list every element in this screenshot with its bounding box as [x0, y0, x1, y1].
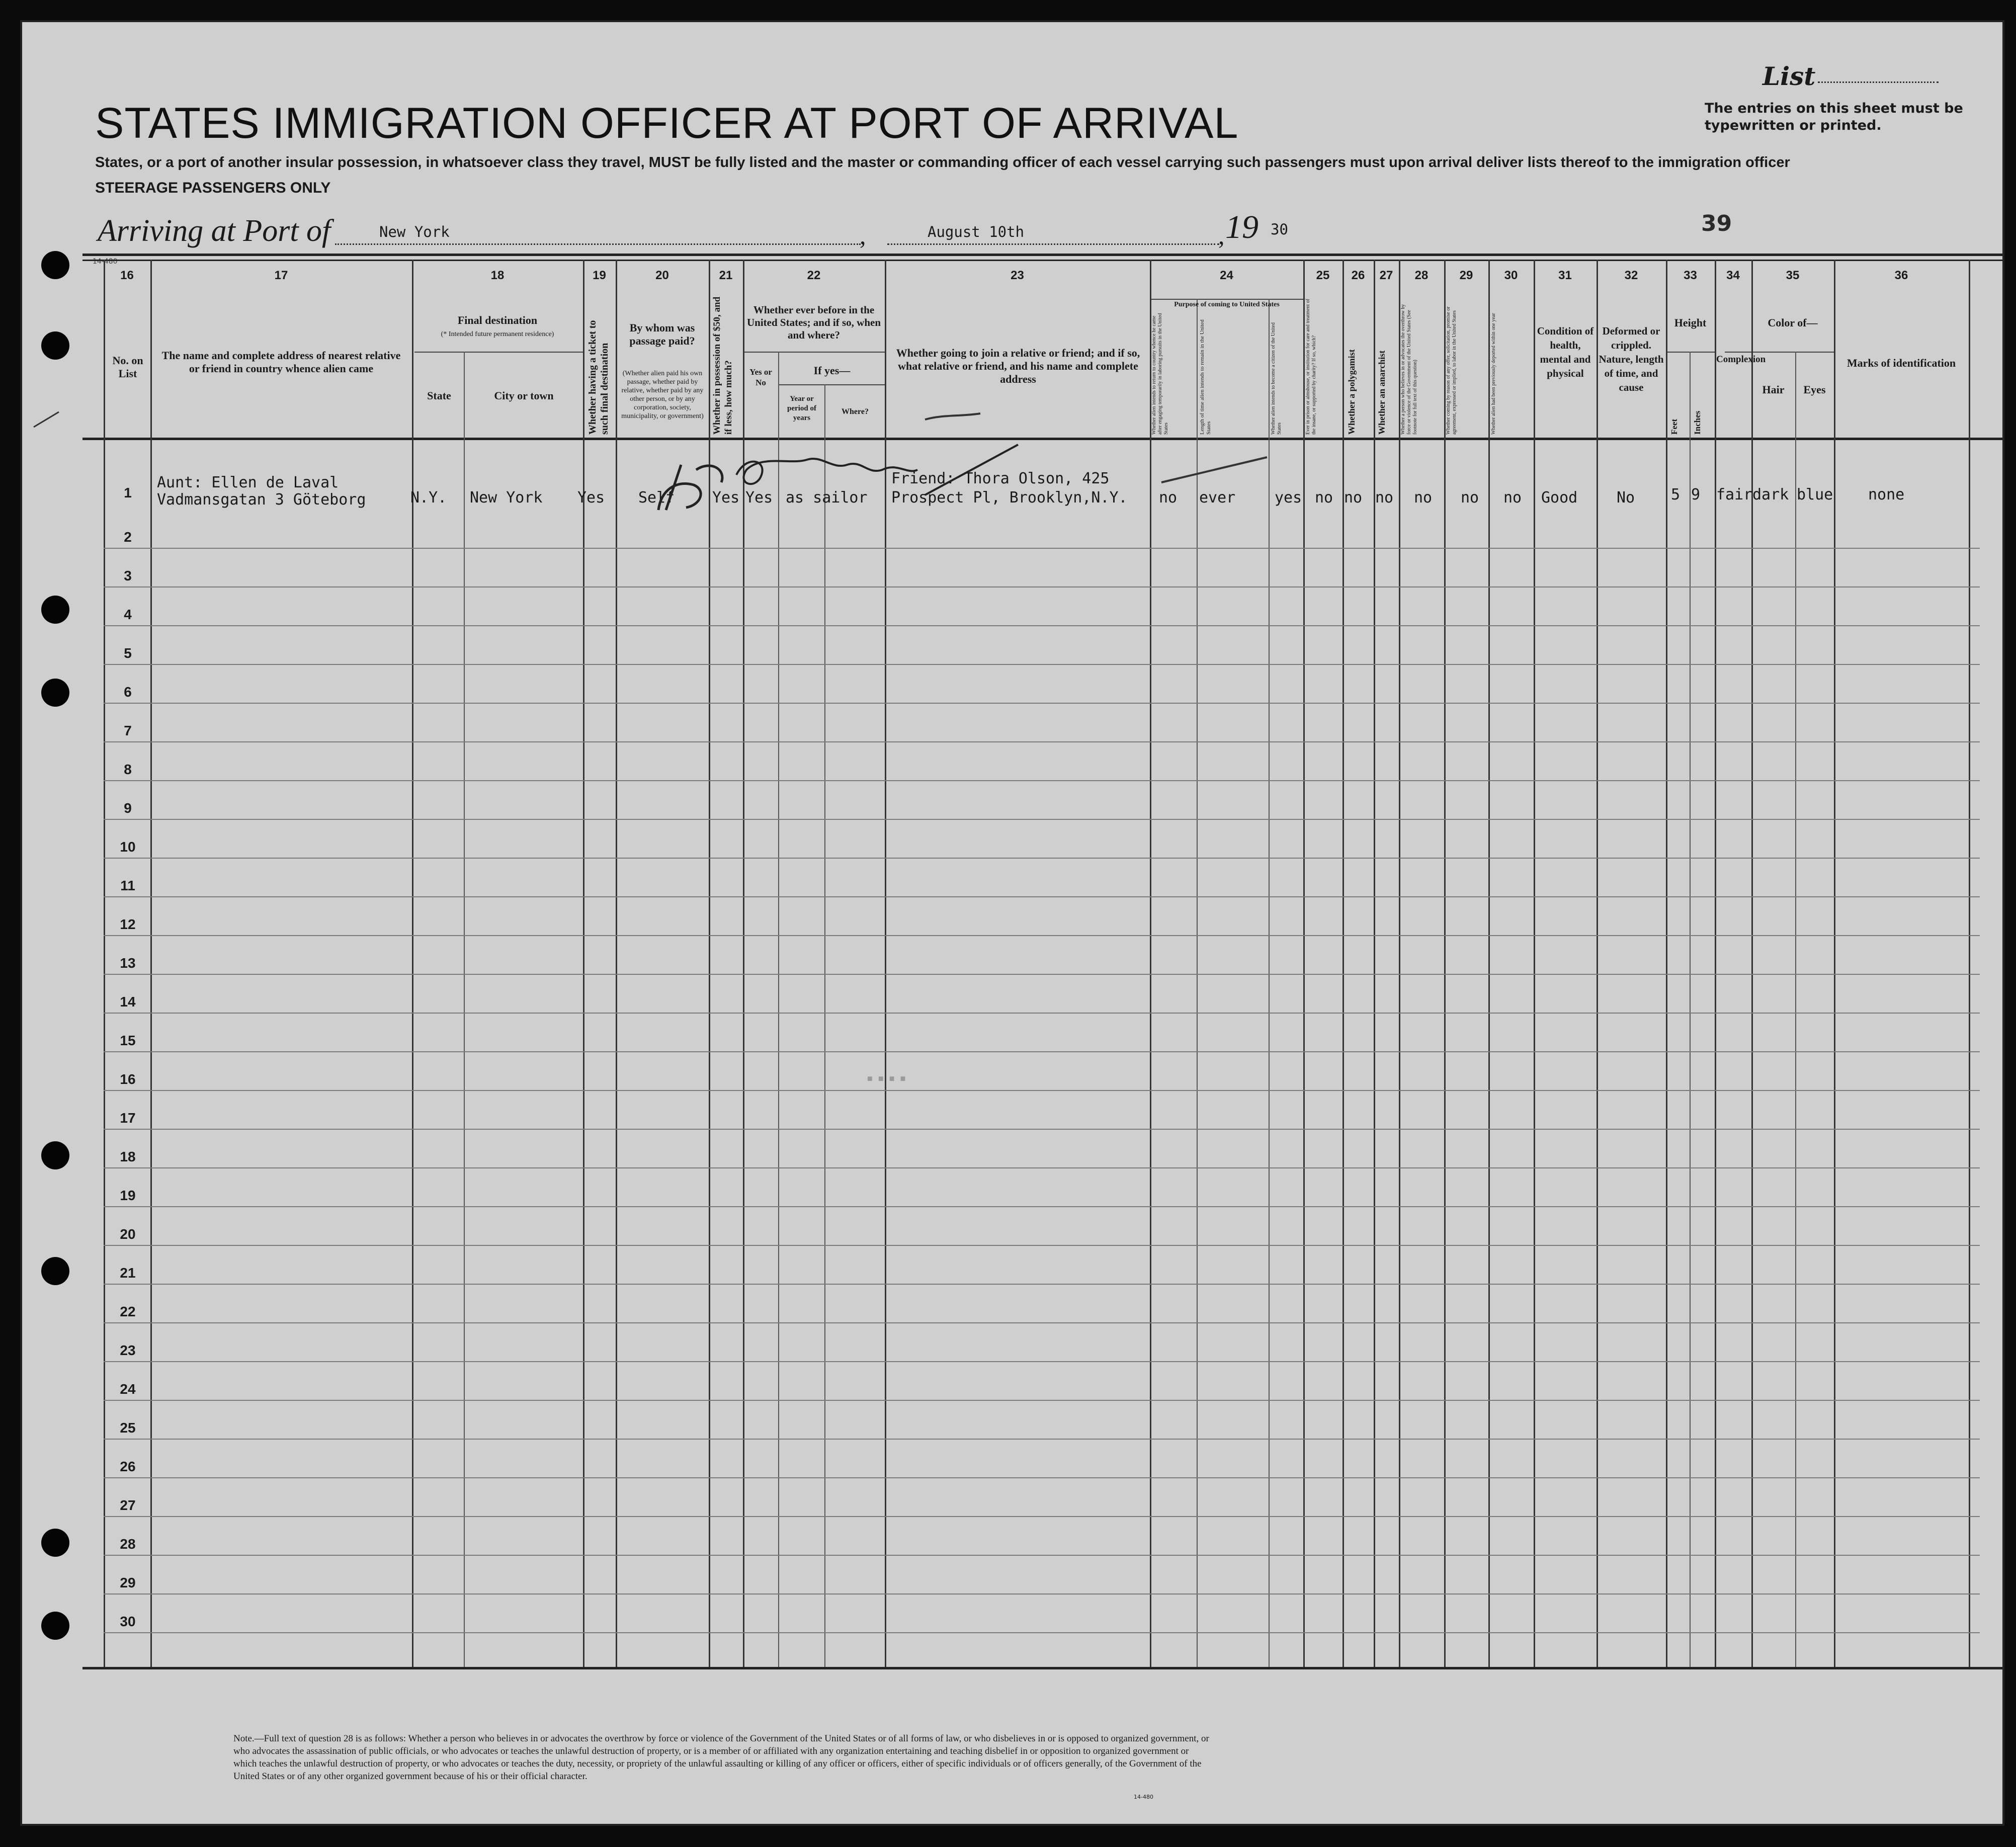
- column-line: [616, 260, 617, 1667]
- arrival-date: August 10th: [928, 223, 1025, 240]
- column-line: [1303, 260, 1305, 1667]
- complexion-value: fair: [1716, 486, 1753, 503]
- header-color-of: Color of—: [1768, 316, 1818, 329]
- row-number: 8: [124, 762, 132, 777]
- column-line: [1399, 260, 1400, 1667]
- polygamist-value: no: [1344, 489, 1363, 507]
- header-rule: [82, 254, 2004, 256]
- row-number: 23: [120, 1342, 136, 1358]
- column-number: 25: [1316, 269, 1330, 282]
- health-value: Good: [1541, 489, 1578, 507]
- punch-hole: [41, 1141, 69, 1169]
- column-number: 24: [1220, 269, 1233, 282]
- column-number: 20: [655, 269, 669, 282]
- row-rule: [104, 1090, 1980, 1091]
- faint-stamp: ■ ■ ■ ■: [867, 1073, 907, 1083]
- port-line: [335, 243, 861, 245]
- column-number: 34: [1726, 269, 1740, 282]
- header-no-on-list: No. on List: [112, 354, 143, 380]
- column-line: [1444, 260, 1446, 1667]
- row-rule: [104, 1129, 1980, 1130]
- header-final-destination: Final destination: [457, 314, 538, 326]
- column-number: 31: [1558, 269, 1572, 282]
- column-line: [1342, 260, 1344, 1667]
- hair-color: dark: [1752, 486, 1789, 503]
- column-number: 28: [1414, 269, 1429, 282]
- row-rule: [104, 1439, 1980, 1440]
- manifest-sheet: [20, 20, 2004, 1826]
- row-rule: [104, 1516, 1980, 1517]
- punch-hole: [41, 1529, 69, 1557]
- header-purpose-citizen: Whether alien intends to become a citizen of the United States: [1271, 322, 1282, 435]
- header-purpose-length: Length of time alien intends to remain in the United States: [1199, 319, 1212, 435]
- column-line: [1534, 260, 1535, 1667]
- list-label: List: [1762, 61, 1816, 91]
- header-ticket: Whether having a ticket to such final destination: [587, 320, 610, 435]
- arriving-label: Arriving at Port of: [98, 214, 331, 248]
- column-line: [150, 260, 152, 1667]
- header-paid-by-note: (Whether alien paid his own passage, whether paid by relative, whether paid by any other person, or by any corporation, society, municipality, or government): [621, 370, 704, 420]
- row-rule: [104, 974, 1980, 975]
- row-number: 10: [120, 839, 136, 855]
- header-state: State: [427, 389, 451, 402]
- column-line: [1666, 260, 1667, 1667]
- row-number: 19: [120, 1188, 136, 1203]
- identification-marks: none: [1868, 486, 1905, 503]
- column-line: [824, 384, 825, 1667]
- row-rule: [104, 1167, 1980, 1168]
- subheader-rule: [778, 384, 885, 385]
- header-prison: Ever in prison or almshouse, or institution for care and treatment of the insane, or supported by charity? If so, which?: [1305, 299, 1317, 435]
- header-question-30: Whether alien had been previously deported within one year: [1491, 313, 1496, 435]
- header-years: Year or period of years: [787, 395, 816, 422]
- subheader-rule: [743, 352, 885, 353]
- row-number: 28: [120, 1536, 136, 1552]
- prison-value: no: [1315, 489, 1333, 507]
- subheader-rule: [1150, 299, 1303, 300]
- port-value: New York: [379, 223, 450, 240]
- joining-friend-address: Prospect Pl, Brooklyn,N.Y.: [891, 489, 1128, 507]
- handwritten-stroke: [922, 409, 983, 425]
- row-rule: [104, 819, 1980, 820]
- row-rule: [104, 935, 1980, 936]
- header-feet: Feet: [1669, 418, 1679, 435]
- column-line: [1690, 352, 1691, 1667]
- row-number: 11: [120, 878, 135, 893]
- separator-comma: ,: [1218, 221, 1225, 249]
- header-health: Condition of health, mental and physical: [1537, 325, 1594, 379]
- header-polygamist: Whether a polygamist: [1347, 349, 1357, 435]
- row-number: 2: [124, 529, 132, 545]
- column-line: [1751, 260, 1753, 1667]
- row-number: 5: [124, 645, 132, 661]
- destination-state: N.Y.: [410, 489, 447, 507]
- anarchist-value: no: [1375, 489, 1394, 507]
- eye-color: blue: [1797, 486, 1833, 503]
- column-line: [412, 260, 413, 1667]
- row-number: 17: [120, 1110, 136, 1126]
- row-number: 20: [120, 1226, 136, 1242]
- header-anarchist: Whether an anarchist: [1377, 350, 1387, 435]
- row-rule: [104, 741, 1980, 742]
- row-number: 29: [120, 1575, 136, 1590]
- passenger-class-notice: STEERAGE PASSENGERS ONLY: [95, 180, 331, 196]
- deformed-value: No: [1617, 489, 1635, 507]
- row-rule: [104, 1400, 1980, 1401]
- column-number: 35: [1786, 269, 1800, 282]
- header-city: City or town: [494, 389, 554, 402]
- row-rule: [104, 664, 1980, 665]
- nearest-relative-address: Vadmansgatan 3 Göteborg: [157, 491, 366, 509]
- row-rule: [104, 896, 1980, 897]
- row-rule: [104, 1477, 1980, 1478]
- header-marks: Marks of identification: [1846, 357, 1956, 369]
- handwritten-check-mark: [1159, 455, 1270, 485]
- row-number: 6: [124, 684, 132, 700]
- question-28-value: no: [1414, 489, 1433, 507]
- row-rule: [104, 625, 1980, 626]
- row-number: 1: [124, 485, 132, 500]
- row-number: 12: [120, 916, 136, 932]
- punch-hole: [41, 596, 69, 624]
- punch-hole: [41, 1257, 69, 1285]
- row-number: 15: [120, 1033, 136, 1048]
- row-rule: [104, 1361, 1980, 1362]
- column-number: 21: [719, 269, 733, 282]
- column-line: [1150, 260, 1151, 1667]
- header-question-28: Whether a person who believes in or advocates the overthrow by force or violence of the Government of the United States (See footnote for full text of this question): [1400, 304, 1418, 435]
- column-line: [104, 260, 105, 1667]
- nearest-relative-name: Aunt: Ellen de Laval: [157, 474, 339, 491]
- ever-before-value: Yes: [745, 489, 773, 507]
- year-suffix: 30: [1271, 221, 1288, 238]
- question-29-value: no: [1461, 489, 1479, 507]
- column-number: 18: [490, 269, 505, 282]
- row-rule: [104, 1284, 1980, 1285]
- header-join: Whether going to join a relative or friend; and if so, what relative or friend, and his name and complete address: [896, 347, 1140, 385]
- column-number: 16: [120, 269, 134, 282]
- header-nearest-relative: The name and complete address of nearest relative or friend in country whence alien came: [161, 349, 401, 375]
- column-line: [1197, 299, 1198, 1667]
- table-end-rule: [82, 1667, 2004, 1669]
- passage-paid-by: Self: [638, 489, 675, 507]
- column-number: 29: [1459, 269, 1473, 282]
- column-line: [583, 260, 584, 1667]
- punch-hole: [41, 251, 69, 279]
- row-number: 27: [120, 1497, 136, 1513]
- row-number: 9: [124, 800, 132, 816]
- subheader-rule: [414, 352, 584, 353]
- sheet-number: 39: [1701, 211, 1732, 236]
- row-rule: [104, 548, 1980, 549]
- handwritten-annotation: [646, 435, 1038, 515]
- column-line: [1374, 260, 1375, 1667]
- row-rule: [104, 1555, 1980, 1556]
- column-number: 27: [1379, 269, 1393, 282]
- row-rule: [104, 1593, 1980, 1594]
- row-number: 3: [124, 568, 132, 583]
- column-line: [1715, 260, 1716, 1667]
- column-number: 17: [274, 269, 288, 282]
- header-purpose-return: Whether alien intends to return to country whence he came after engaging temporarily in laboring pursuits in the United States: [1151, 313, 1169, 435]
- header-hair: Hair: [1762, 383, 1785, 396]
- row-number: 22: [120, 1304, 136, 1319]
- column-line: [1795, 352, 1796, 1667]
- header-inches: Inches: [1693, 410, 1702, 435]
- listing-notice: States, or a port of another insular possession, in whatsoever class they travel, MUST be fully listed and the master or commanding officer of each vessel carrying such passengers must upon arrival deliver lists thereof to the immigration officer: [95, 154, 1790, 171]
- column-number: 32: [1624, 269, 1638, 282]
- punch-hole: [41, 679, 69, 707]
- row-rule: [104, 858, 1980, 859]
- separator-comma: ,: [860, 221, 866, 249]
- row-number: 14: [120, 994, 136, 1010]
- column-line: [1597, 260, 1598, 1667]
- row-number: 30: [120, 1614, 136, 1629]
- row-rule: [104, 1051, 1980, 1052]
- column-number: 33: [1684, 269, 1697, 282]
- header-ever-before: Whether ever before in the United States; and if so, when and where?: [746, 304, 881, 341]
- purpose-return-value: no: [1159, 489, 1178, 507]
- header-purpose: Purpose of coming to United States: [1174, 301, 1280, 308]
- citizen-intent: yes: [1275, 489, 1302, 507]
- form-code: 14-480: [93, 258, 118, 266]
- row-number: 26: [120, 1459, 136, 1474]
- row-rule: [104, 1632, 1980, 1633]
- row-rule: [104, 1322, 1980, 1323]
- list-number-line: [1818, 81, 1939, 83]
- height-feet: 5: [1671, 486, 1681, 503]
- joining-friend-name: Friend: Thora Olson, 425: [891, 470, 1110, 487]
- money-value: Yes: [712, 489, 740, 507]
- row-rule: [104, 780, 1980, 781]
- row-number: 18: [120, 1149, 136, 1164]
- column-number: 36: [1894, 269, 1908, 282]
- ticket-value: Yes: [577, 489, 605, 507]
- column-number: 30: [1504, 269, 1518, 282]
- header-final-destination-note: (* Intended future permanent residence): [441, 330, 554, 338]
- row-number: 25: [120, 1420, 136, 1436]
- column-line: [1969, 260, 1970, 1667]
- header-paid-by: By whom was passage paid?: [629, 321, 695, 347]
- header-if-yes: If yes—: [813, 364, 851, 377]
- row-number: 21: [120, 1265, 136, 1281]
- row-number: 13: [120, 955, 136, 971]
- punch-hole: [41, 1612, 69, 1640]
- column-line: [1269, 299, 1270, 1667]
- column-number: 22: [807, 269, 821, 282]
- column-line: [464, 352, 465, 1667]
- previous-visit-years: as sailor: [786, 489, 868, 507]
- header-where: Where?: [842, 407, 869, 416]
- column-line: [1488, 260, 1490, 1667]
- height-inches: 9: [1691, 486, 1701, 503]
- header-deformed: Deformed or crippled. Nature, length of time, and cause: [1599, 325, 1664, 393]
- column-line: [1834, 260, 1835, 1667]
- date-line: [887, 243, 1219, 245]
- row-rule: [104, 1013, 1980, 1014]
- question-30-value: no: [1503, 489, 1522, 507]
- row-number: 4: [124, 607, 132, 622]
- row-number: 7: [124, 723, 132, 738]
- footnote: Note.—Full text of question 28 is as follows: Whether a person who believes in or advocates the overthrow by force or violence of the Government of the United States or of all forms of law, or who disbelieves in or is opposed to organized government, or who advocates the assassination of public officials, or who advocates or teaches the unlawful destruction of property, or is a member of or affiliated with any organization entertaining and teaching disbelief in or opposition to organized government or which teaches the unlawful destruction of property, or who advocates or teaches the duty, necessity, or propriety of the unlawful assaulting or killing of any officer or officers, either of specific individuals or of officers generally, of the Government of the United States or of any other organized government because of his or their official character.: [233, 1733, 1209, 1782]
- column-number: 23: [1011, 269, 1024, 282]
- header-question-29: Whether coming by reason of any offer, solicitation, promise or agreement, expressed or implied, to labor in the United States: [1446, 306, 1457, 435]
- row-number: 16: [120, 1071, 136, 1087]
- row-rule: [104, 703, 1980, 704]
- column-line: [778, 352, 779, 1667]
- row-rule: [104, 586, 1980, 587]
- length-of-stay: ever: [1199, 489, 1236, 507]
- column-number: 19: [593, 269, 606, 282]
- entries-note: The entries on this sheet must be typewritten or printed.: [1705, 101, 1963, 133]
- page-title: STATES IMMIGRATION OFFICER AT PORT OF ARRIVAL: [95, 99, 1239, 147]
- row-number: 24: [120, 1381, 136, 1397]
- subheader-rule: [1725, 352, 1834, 353]
- header-yes-no: Yes or No: [749, 367, 772, 387]
- header-height: Height: [1674, 316, 1707, 329]
- footnote-form-code: 14-480: [1134, 1794, 1153, 1800]
- punch-hole: [41, 331, 69, 360]
- header-money: Whether in possession of $50, and if less, how much?: [712, 296, 734, 435]
- year-prefix: 19: [1225, 209, 1258, 245]
- margin-tick: [31, 409, 61, 430]
- column-number: 26: [1351, 269, 1365, 282]
- destination-city: New York: [470, 489, 543, 507]
- header-eyes: Eyes: [1803, 383, 1826, 396]
- header-complexion: Complexion: [1716, 354, 1766, 365]
- row-rule: [104, 1206, 1980, 1207]
- row-rule: [104, 1245, 1980, 1246]
